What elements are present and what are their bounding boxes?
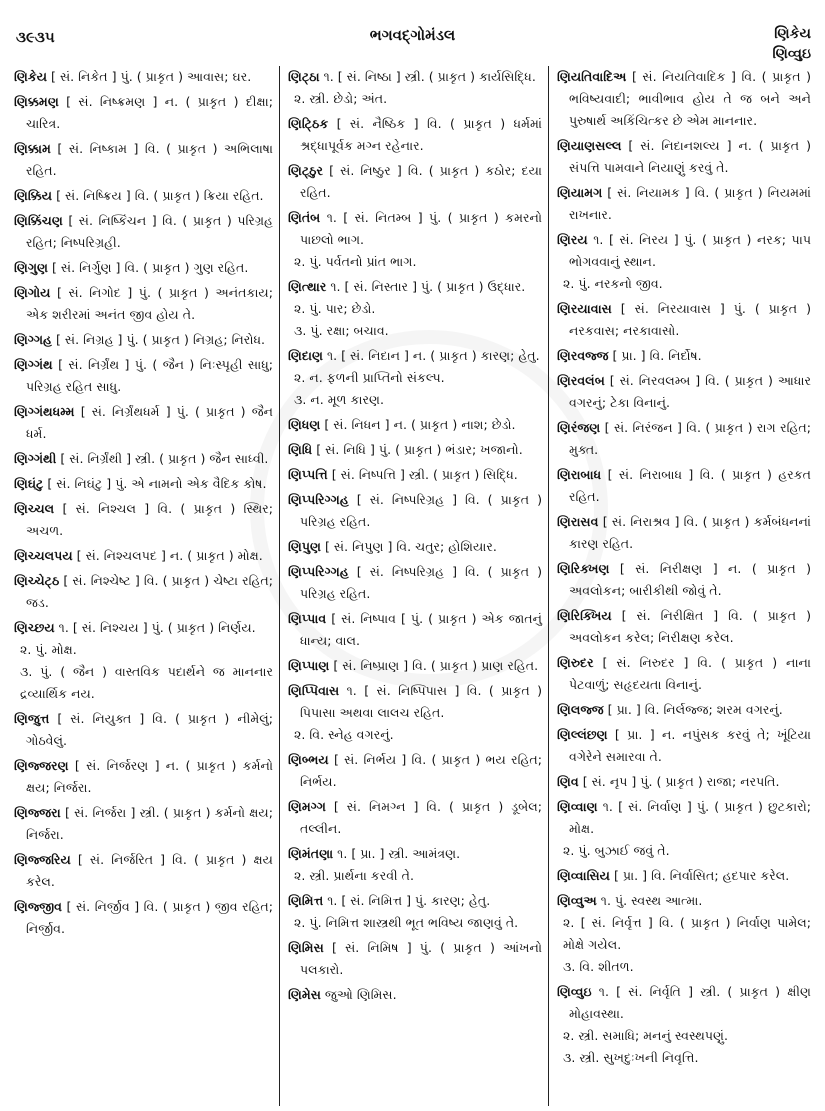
entry-definition: [ સં. નિકેત ] પું. ( પ્રાકૃત ) આવાસ; ઘર. <box>47 69 252 84</box>
dictionary-entry <box>288 749 542 793</box>
entry-headword: ણિવ <box>557 774 579 789</box>
entry-headword: ણિરાસવ <box>557 514 599 529</box>
dictionary-entry <box>14 448 273 470</box>
entry-sense: ૨. સ્ત્રી. પ્રાર્થના કરવી તે. <box>294 868 415 883</box>
entry-definition: [ સં. નિરુદર ] વિ. ( પ્રાકૃત ) નાના પેટવાળું; સહૃદયતા વિનાનું. <box>569 655 811 692</box>
dictionary-entry <box>557 652 811 696</box>
entry-headword: ણિધિ <box>288 442 313 457</box>
entry-definition: [ સં. નિર્ગ્રંથધર્મ ] પું. ( પ્રાકૃત ) જૈન ધર્મ. <box>26 404 273 441</box>
entry-sense: ૨. પું. નરકનો જીવ. <box>563 276 663 291</box>
dictionary-entry <box>288 439 542 461</box>
entry-sense: ૨. સ્ત્રી. છેડો; અંત. <box>294 91 388 106</box>
dictionary-entry <box>557 558 811 602</box>
entry-headword: ણિરંજણ <box>557 420 601 435</box>
entry-headword: ણિલ્લંછણ <box>557 727 608 742</box>
entry-definition: [ સં. નિષ્પ્રાણ ] વિ. ( પ્રાકૃત ) પ્રાણ રહિત. <box>329 658 539 673</box>
dictionary-entry <box>14 545 273 567</box>
entry-definition: [ સં. નિર્જરિત ] વિ. ( પ્રાકૃત ) ક્ષય કરેલ. <box>26 852 273 889</box>
dictionary-entry <box>288 276 542 342</box>
entry-definition: [ સં. નિમિષ ] પું. ( પ્રાકૃત ) આંખનો પલકારો. <box>300 940 542 977</box>
entry-definition: જુઓ ણિમિસ. <box>320 987 397 1002</box>
entry-headword: ણિવ્વાસિય <box>557 868 610 883</box>
entry-definition: [ સં. નિષ્કિંચન ] વિ. ( પ્રાકૃત ) પરિગ્રહ રહિત; નિષ્પરિગ્રહી. <box>26 213 273 250</box>
entry-definition: [ સં. નિર્ગ્રંથ ] પું. ( જૈન ) નિઃસ્પૃહી સાધુ; પરિગ્રહ રહિત સાધુ. <box>26 357 273 394</box>
entry-headword: ણિવ્વાણ <box>557 799 598 814</box>
entry-definition: [ સં. નિરયાવાસ ] પું. ( પ્રાકૃત ) નરકવાસ; નરકાવાસો. <box>569 301 811 338</box>
entry-definition: [ સં. નિષ્ક્રિય ] વિ. ( પ્રાકૃત ) ક્રિયા રહિત. <box>52 188 264 203</box>
dictionary-entry <box>557 981 811 1069</box>
entry-headword: ણિપ્પરિગ્ગહ <box>288 564 349 579</box>
entry-sense: ૩. પું. ( જૈન ) વાસ્તવિક પદાર્થને જ માનનાર દ્રવ્યાર્થિક નય. <box>20 664 273 701</box>
entry-definition: [ સં. નિગોદ ] પું. ( પ્રાકૃત ) અનંતકાય; એક શરીરમાં અનંત જીવ હોય તે. <box>26 285 273 322</box>
entry-headword: ણિગ્ગંથી <box>14 451 57 466</box>
entry-definition: ૧. [ સં. નિરય ] પું. ( પ્રાકૃત ) નરક; પાપ ભોગવવાનું સ્થાન. <box>569 232 811 269</box>
entry-headword: ણિદાણ <box>288 348 323 363</box>
dictionary-entry <box>557 890 811 978</box>
entry-sense: ૨. પું. મોક્ષ. <box>20 642 77 657</box>
entry-definition: [ સં. નિશ્ચલ ] વિ. ( પ્રાકૃત ) સ્થિર; અચળ. <box>26 501 273 538</box>
entry-definition: [ સં. નિર્ગ્રંથી ] સ્ત્રી. ( પ્રાકૃત ) જૈન સાધ્વી. <box>56 451 269 466</box>
entry-definition: [ સં. નિરવલમ્બ ] વિ. ( પ્રાકૃત ) આધાર વગરનું; ટેકા વિનાનું. <box>569 373 811 410</box>
dictionary-entry <box>14 282 273 326</box>
entry-sense: ૩. સ્ત્રી. સુખદુઃખની નિવૃત્તિ. <box>563 1050 699 1065</box>
entry-definition: ૧. [ સં. નિદાન ] ન. ( પ્રાકૃત ) કારણ; હેતુ. <box>322 348 540 363</box>
entry-definition: [ પ્રા. ] વિ. નિર્વાસિત; હદપાર કરેલ. <box>609 868 790 883</box>
entry-headword: ણિજ્જરિય <box>14 852 71 867</box>
entry-definition: [ સં. નૈષ્ઠિક ] વિ. ( પ્રાકૃત ) ધર્મમાં શ્રદ્ધાપૂર્વક મગ્ન રહેનાર. <box>300 116 542 153</box>
entry-headword: ણિરુદર <box>557 655 594 670</box>
entry-definition: [ સં. નિર્ભય ] વિ. ( પ્રાકૃત ) ભય રહિત; નિર્ભય. <box>300 752 542 789</box>
entry-headword: ણિક્કમણ <box>14 94 59 109</box>
entry-definition: [ સં. નિશ્ચેષ્ટ ] વિ. ( પ્રાકૃત ) ચેષ્ટા રહિત; જડ. <box>26 573 273 610</box>
entry-headword: ણિબ્ભય <box>288 752 329 767</box>
column-3 <box>548 66 817 1106</box>
entry-headword: ણિપ્પિવાસ <box>288 683 340 698</box>
column-2 <box>279 66 548 1106</box>
dictionary-entry <box>557 724 811 768</box>
dictionary-entry <box>557 66 811 132</box>
entry-headword: ણિલજ્જ <box>557 702 604 717</box>
dictionary-entry <box>288 113 542 157</box>
entry-definition: [ પ્રા. ] ન. નપુંસક કરવું તે; ખૂંટિયા વગેરેને સમારવા તે. <box>569 727 811 764</box>
dictionary-entry <box>557 605 811 649</box>
entry-headword: ણિપ્પત્તિ <box>288 467 328 482</box>
entry-headword: ણિમેસ <box>288 987 321 1002</box>
dictionary-entry <box>14 91 273 135</box>
entry-definition: [ સં. નિધન ] ન. ( પ્રાકૃત ) નાશ; છેડો. <box>320 417 516 432</box>
entry-sense: ૩. ન. મૂળ કારણ. <box>294 392 384 407</box>
dictionary-entry <box>288 345 542 411</box>
entry-headword: ણિક્કિય <box>14 188 53 203</box>
dictionary-entry <box>557 865 811 887</box>
entry-headword: ણિરય <box>557 232 588 247</box>
entry-headword: ણિગ્ગહ <box>14 332 53 347</box>
entry-definition: [ સં. નિર્ગુણ ] વિ. ( પ્રાકૃત ) ગુણ રહિત. <box>48 260 249 275</box>
entry-headword: ણિટ્ઠિક <box>288 116 329 131</box>
entry-sense: ૨. પું. નિમિત્ત શાસ્ત્રથી ભૂત ભવિષ્ય જાણવું તે. <box>294 915 519 930</box>
entry-sense: ૨. ન. ફળની પ્રાપ્તિનો સંકલ્પ. <box>294 370 445 385</box>
entry-sense: ૨. પું. પાર; છેડો. <box>294 301 376 316</box>
dictionary-entry <box>14 257 273 279</box>
book-title: ભગવદ્ગોમંડલ <box>369 26 456 44</box>
entry-definition: ૧. [ સં. નિસ્તાર ] પું. ( પ્રાકૃત ) ઉદ્ધાર. <box>326 279 526 294</box>
entry-definition: ૧. [ સં. નિષ્ઠા ] સ્ત્રી. ( પ્રાકૃત ) કાર્યસિદ્ધિ. <box>319 69 536 84</box>
dictionary-entry <box>557 182 811 226</box>
dictionary-entry <box>557 699 811 721</box>
entry-headword: ણિચ્છય <box>14 620 55 635</box>
entry-headword: ણિરવજ્જ <box>557 348 609 363</box>
dictionary-entry <box>14 354 273 398</box>
dictionary-entry <box>288 66 542 110</box>
guide-word-first: ણિકેય <box>774 26 811 42</box>
entry-definition: [ સં. નિધિ ] પું. ( પ્રાકૃત ) ભંડાર; ખજાનો. <box>312 442 523 457</box>
entry-definition: [ સં. નિર્જરા ] સ્ત્રી. ( પ્રાકૃત ) કર્મનો ક્ષય; નિર્જરા. <box>26 805 273 842</box>
dictionary-entry <box>288 536 542 558</box>
entry-definition: [ સં. નિરીક્ષણ ] ન. ( પ્રાકૃત ) અવલોકન; બારીકીથી જોવું તે. <box>569 561 811 598</box>
entry-headword: ણિચ્ચલપય <box>14 548 73 563</box>
entry-headword: ણિત્થાર <box>288 279 327 294</box>
entry-headword: ણિજુત્ત <box>14 711 50 726</box>
entry-headword: ણિજ્જરણ <box>14 758 69 773</box>
entry-definition: ૧. [ પ્રા. ] સ્ત્રી. આમંત્રણ. <box>333 846 461 861</box>
entry-definition: [ સં. નૃપ ] પું. ( પ્રાકૃત ) રાજા; નરપતિ. <box>578 774 780 789</box>
entry-headword: ણિટ્ઠા <box>288 69 320 84</box>
dictionary-entry <box>14 755 273 799</box>
dictionary-entry <box>288 655 542 677</box>
dictionary-entry <box>557 298 811 342</box>
entry-headword: ણિવ્વુઇ <box>557 984 592 999</box>
entry-headword: ણિજ્જરા <box>14 805 61 820</box>
entry-definition: [ સં. નિરંજન ] વિ. ( પ્રાકૃત ) રાગ રહિત; મુક્ત. <box>569 420 811 457</box>
entry-headword: ણિજ્જીવ <box>14 899 62 914</box>
dictionary-entry <box>557 229 811 295</box>
entry-definition: ૧. [ સં. નિશ્ચય ] પું. ( પ્રાકૃત ) નિર્ણય. <box>54 620 256 635</box>
entry-headword: ણિરાબાધ <box>557 467 602 482</box>
entry-headword: ણિમિસ <box>288 940 324 955</box>
dictionary-entry <box>288 414 542 436</box>
dictionary-entry <box>288 890 542 934</box>
entry-headword: ણિધણ <box>288 417 321 432</box>
entry-definition: ૧. [ સં. નિર્વૃતિ ] સ્ત્રી. ( પ્રાકૃત ) ક્ષીણ મોહાવસ્થા. <box>569 984 811 1021</box>
dictionary-entry <box>288 207 542 273</box>
dictionary-entry <box>14 570 273 614</box>
entry-definition: [ સં. નિરીક્ષિત ] વિ. ( પ્રાકૃત ) અવલોકન કરેલ; નિરીક્ષણ કરેલ. <box>569 608 811 645</box>
entry-headword: ણિટ્ઠુર <box>288 163 323 178</box>
entry-definition: ૧. [ સં. નિમિત્ત ] પું. કારણ; હેતુ. <box>323 893 491 908</box>
entry-headword: ણિયતિવાદિઅ <box>557 69 627 84</box>
entry-headword: ણિવ્વુઅ <box>557 893 597 908</box>
entry-definition: [ સં. નિર્જરણ ] ન. ( પ્રાકૃત ) કર્મનો ક્ષય; નિર્જરા. <box>26 758 273 795</box>
entry-headword: ણિક્કામ <box>14 141 51 156</box>
entry-headword: ણિગુણ <box>14 260 49 275</box>
dictionary-entry <box>288 608 542 652</box>
entry-definition: [ સં. નિયતિવાદિક ] વિ. ( પ્રાકૃત ) ભવિષ્યવાદી; ભાવીભાવ હોય તે જ બને અને પુરુષાર્થ અકિંચિત્કર છે એમ માનનાર. <box>569 69 811 128</box>
guide-word-last: ણિવ્વુઇ <box>772 46 811 62</box>
entry-sense: ૩. વિ. શીતળ. <box>563 959 634 974</box>
dictionary-entry <box>557 464 811 508</box>
dictionary-entry <box>557 417 811 461</box>
entry-headword: ણિરિક્ખિય <box>557 608 612 623</box>
dictionary-entry <box>14 138 273 182</box>
page-header <box>0 22 825 62</box>
entry-headword: ણિતંબ <box>288 210 321 225</box>
entry-headword: ણિયામગ <box>557 185 603 200</box>
entry-definition: ૧. [ સં. નિર્વાણ ] પું. ( પ્રાકૃત ) છુટકારો; મોક્ષ. <box>569 799 811 836</box>
entry-definition: [ સં. નિશ્ચલપદ ] ન. ( પ્રાકૃત ) મોક્ષ. <box>72 548 263 563</box>
entry-headword: ણિરિક્ખણ <box>557 561 610 576</box>
entry-sense: ૩. પું. રક્ષા; બચાવ. <box>294 323 389 338</box>
entry-definition: ૧. [ સં. નિતમ્બ ] પું. ( પ્રાકૃત ) કમરનો પાછલો ભાગ. <box>300 210 542 247</box>
entry-headword: ણિક્કિંચણ <box>14 213 63 228</box>
dictionary-entry <box>14 185 273 207</box>
entry-definition: [ સં. નિગ્રહ ] પું. ( પ્રાકૃત ) નિગ્રહ; નિરોધ. <box>52 332 266 347</box>
entry-sense: ૨. વિ. સ્નેહ વગરનું. <box>294 727 394 742</box>
dictionary-entry <box>288 489 542 533</box>
entry-headword: ણિપ્પાવ <box>288 611 327 626</box>
dictionary-entry <box>14 708 273 752</box>
entry-headword: ણિઘંટુ <box>14 476 44 491</box>
dictionary-entry <box>288 937 542 981</box>
entry-definition: [ સં. નિષ્પરિગ્રહ ] વિ. ( પ્રાકૃત ) પરિગ્રહ રહિત. <box>300 492 542 529</box>
dictionary-columns <box>10 66 818 1106</box>
entry-sense: ૨. સ્ત્રી. સમાધિ; મનનું સ્વસ્થપણું. <box>563 1028 729 1043</box>
dictionary-entry <box>557 771 811 793</box>
dictionary-entry <box>557 796 811 862</box>
entry-sense: ૨. પું. પર્વતનો પ્રાંત ભાગ. <box>294 254 417 269</box>
dictionary-entry <box>14 210 273 254</box>
dictionary-entry <box>288 680 542 746</box>
entry-headword: ણિમગ્ગ <box>288 799 326 814</box>
entry-definition: [ સં. નિયુક્ત ] વિ. ( પ્રાકૃત ) નીમેલું; ગોઠવેલું. <box>26 711 273 748</box>
guide-words <box>773 24 811 64</box>
entry-headword: ણિગોય <box>14 285 51 300</box>
dictionary-entry <box>288 843 542 887</box>
dictionary-entry <box>14 498 273 542</box>
dictionary-entry <box>288 796 542 840</box>
entry-definition: [ સં. નિરાશ્રવ ] વિ. ( પ્રાકૃત ) કર્મબંધનનાં કારણ રહિત. <box>569 514 811 551</box>
entry-headword: ણિમંતણા <box>288 846 334 861</box>
entry-headword: ણિપ્પાણ <box>288 658 330 673</box>
entry-definition: [ સં. નિષ્પાવ [ પું. ( પ્રાકૃત ) એક જાતનું ધાન્ય; વાલ. <box>300 611 542 648</box>
dictionary-entry <box>557 370 811 414</box>
entry-headword: ણિગ્ગંથ <box>14 357 53 372</box>
page-number: ૩૯૩૫ <box>16 28 55 46</box>
entry-definition: [ સં. નિષ્ક્રમણ ] ન. ( પ્રાકૃત ) દીક્ષા; ચારિત્ર. <box>26 94 273 131</box>
entry-headword: ણિચ્ચેટ્ઠ <box>14 573 60 588</box>
entry-headword: ણિકેય <box>14 69 48 84</box>
entry-headword: ણિરયાવાસ <box>557 301 612 316</box>
entry-definition: [ પ્રા. ] વિ. નિર્લજ્જ; શરમ વગરનું. <box>603 702 783 717</box>
entry-definition: [ સં. નિયામક ] વિ. ( પ્રાકૃત ) નિયમમાં રાખનાર. <box>569 185 811 222</box>
entry-definition: [ સં. નિઘંટુ ] પું. એ નામનો એક વૈદિક કોષ. <box>43 476 267 491</box>
entry-definition: [ સં. નિષ્કામ ] વિ. ( પ્રાકૃત ) અભિલાષા રહિત. <box>26 141 273 178</box>
entry-sense: ૨. પું. બુઝાઈ જવું તે. <box>563 843 670 858</box>
entry-definition: [ સં. નિરાબાધ ] વિ. ( પ્રાકૃત ) હરકત રહિત. <box>569 467 811 504</box>
entry-headword: ણિમિત્ત <box>288 893 324 908</box>
dictionary-entry <box>14 329 273 351</box>
dictionary-entry <box>14 896 273 940</box>
dictionary-entry <box>288 160 542 204</box>
dictionary-entry <box>14 473 273 495</box>
entry-definition: [ પ્રા. ] વિ. નિર્દોષ. <box>608 348 702 363</box>
dictionary-entry <box>557 345 811 367</box>
dictionary-entry <box>557 135 811 179</box>
entry-definition: [ સં. નિર્જીવ ] વિ. ( પ્રાકૃત ) જીવ રહિત; નિર્જીવ. <box>26 899 273 936</box>
entry-headword: ણિપ્પરિગ્ગહ <box>288 492 349 507</box>
dictionary-entry <box>557 511 811 555</box>
dictionary-entry <box>288 984 542 1006</box>
entry-headword: ણિરવલંબ <box>557 373 605 388</box>
entry-sense: ૨. [ સં. નિર્વૃત્ત ] વિ. ( પ્રાકૃત ) નિર્વાણ પામેલ; મોક્ષે ગયેલ. <box>563 915 811 952</box>
entry-definition: ૧. પું. સ્વસ્થ આત્મા. <box>596 893 703 908</box>
dictionary-entry <box>288 464 542 486</box>
entry-headword: ણિપુણ <box>288 539 321 554</box>
entry-definition: [ સં. નિમગ્ન ] વિ. ( પ્રાકૃત ) ડૂબેલ; તલ્લીન. <box>300 799 542 836</box>
entry-definition: [ સં. નિષ્ઠુર ] વિ. ( પ્રાકૃત ) કઠોર; દયા રહિત. <box>300 163 542 200</box>
dictionary-entry <box>14 802 273 846</box>
dictionary-entry <box>14 66 273 88</box>
dictionary-entry <box>14 401 273 445</box>
column-1 <box>10 66 279 1106</box>
entry-definition: [ સં. નિષ્પત્તિ ] સ્ત્રી. ( પ્રાકૃત ) સિદ્ધિ. <box>327 467 518 482</box>
entry-definition: [ સં. નિષ્પરિગ્રહ ] વિ. ( પ્રાકૃત ) પરિગ્રહ રહિત. <box>300 564 542 601</box>
entry-headword: ણિયાણસલ્લ <box>557 138 622 153</box>
entry-definition: ૧. [ સં. નિષ્પિપાસ ] વિ. ( પ્રાકૃત ) પિપાસા અથવા લાલચ રહિત. <box>300 683 542 720</box>
dictionary-entry <box>288 561 542 605</box>
entry-headword: ણિગ્ગંથધમ્મ <box>14 404 75 419</box>
entry-definition: [ સં. નિદાનશલ્ય ] ન. ( પ્રાકૃત ) સંપત્તિ પામવાને નિયાણું કરવું તે. <box>569 138 811 175</box>
dictionary-entry <box>14 849 273 893</box>
dictionary-entry <box>14 617 273 705</box>
entry-headword: ણિચ્ચલ <box>14 501 55 516</box>
entry-definition: [ સં. નિપુણ ] વિ. ચતુર; હોશિયાર. <box>320 539 497 554</box>
